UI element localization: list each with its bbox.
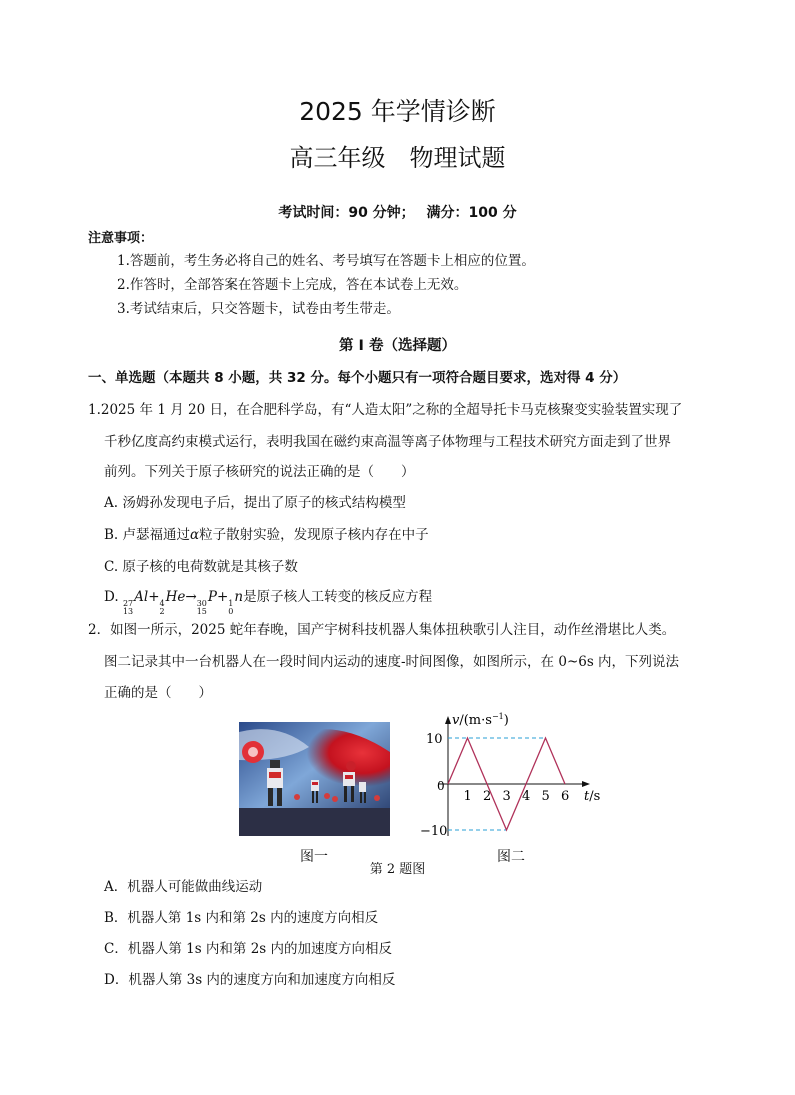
q1-option-d: [104, 585, 432, 616]
q1-option-b: [104, 523, 429, 543]
p-mass-number: 30: [196, 599, 207, 608]
q1-option-b-pre: B. 卢瑟福通过: [104, 527, 191, 543]
arrow: →: [185, 589, 197, 605]
exam-subtitle: 高三年级 物理试题: [289, 144, 506, 172]
x-tick-label: 6: [561, 789, 570, 804]
he-mass-number: 4: [159, 599, 165, 608]
q2-stem-line-2: 图二记录其中一台机器人在一段时间内运动的速度-时间图像，如图所示，在 0~6s 内，下列说法: [104, 654, 680, 670]
q1-option-d-label: D.: [104, 589, 123, 605]
x-tick-label: 5: [541, 789, 550, 804]
q1-option-b-post: 粒子散射实验，发现原子核内存在中子: [199, 527, 429, 543]
q2-stem-line-1: 2．如图一所示，2025 蛇年春晚，国产宇树科技机器人集体扭秧歌引人注目，动作丝滑堪比人类。: [88, 622, 676, 638]
al-charge-number: 13: [122, 607, 134, 616]
exam-title: 2025 年学情诊断: [299, 97, 496, 126]
x-tick-label: 1: [463, 789, 472, 804]
notes-heading: 注意事项：: [88, 231, 154, 246]
al-mass-number: 27: [122, 599, 134, 608]
n-charge-number: 0: [228, 607, 234, 616]
q2-option-a: A．机器人可能做曲线运动: [104, 879, 263, 895]
p-charge-number: 15: [196, 607, 207, 616]
nuclear-equation: [122, 589, 244, 616]
velocity-time-chart: [420, 708, 605, 844]
part-heading: 一、单选题（本题共 8 小题，共 32 分。每个小题只有一项符合题目要求，选对得 4 分）: [88, 370, 627, 386]
q2-option-d: D．机器人第 3s 内的速度方向和加速度方向相反: [104, 972, 396, 988]
y-tick-label: 10: [426, 732, 443, 747]
plus-sign: +: [148, 589, 160, 605]
he-symbol: He: [165, 589, 186, 605]
y-tick-label: −10: [420, 824, 448, 839]
q1-option-d-post: 是原子核人工转变的核反应方程: [243, 589, 433, 605]
exam-info: 考试时间：90 分钟； 满分：100 分: [278, 205, 517, 221]
p-symbol: P: [207, 589, 217, 605]
note-item-1: 1.答题前，考生务必将自己的姓名、考号填写在答题卡上相应的位置。: [117, 253, 535, 269]
n-symbol: n: [234, 589, 244, 605]
alpha-symbol: α: [190, 527, 200, 543]
n-mass-number: 1: [228, 599, 234, 608]
x-tick-label: 3: [502, 789, 511, 804]
x-tick-label: 4: [522, 789, 531, 804]
q2-stem-line-3: 正确的是（ ）: [104, 685, 212, 701]
note-item-3: 3.考试结束后，只交答题卡，试卷由考生带走。: [117, 301, 400, 317]
y-axis-arrow: [445, 716, 451, 724]
note-item-2: 2.作答时，全部答案在答题卡上完成，答在本试卷上无效。: [117, 277, 468, 293]
x-axis-arrow: [582, 781, 590, 787]
figure-1-label: 图一: [300, 849, 328, 865]
q1-option-a: A. 汤姆孙发现电子后，提出了原子的核式结构模型: [104, 495, 406, 511]
y-axis-label: $v/(m\cdot s^{-1})$: [452, 712, 509, 728]
q1-stem-line-1: 1.2025 年 1 月 20 日，在合肥科学岛，有“人造太阳”之称的全超导托卡马克核聚变实验装置实现了: [88, 402, 683, 418]
q1-stem-line-2: 千秒亿度高约束模式运行，表明我国在磁约束高温等离子体物理与工程技术研究方面走到了世界: [104, 434, 671, 450]
figure-2-label: 图二: [497, 849, 525, 865]
x-axis-label: t/s: [584, 789, 601, 804]
x-tick-label: 2: [483, 789, 492, 804]
figure-caption: 第 2 题图: [369, 862, 426, 877]
al-symbol: Al: [134, 589, 149, 605]
section-title: 第 I 卷（选择题）: [339, 338, 456, 354]
q2-option-c: C．机器人第 1s 内和第 2s 内的加速度方向相反: [104, 941, 393, 957]
origin-label: 0: [437, 779, 445, 793]
he-charge-number: 2: [159, 607, 165, 616]
q1-stem-line-3: 前列。下列关于原子核研究的说法正确的是（ ）: [104, 464, 415, 480]
q2-option-b: B．机器人第 1s 内和第 2s 内的速度方向相反: [104, 910, 379, 926]
q1-option-c: C. 原子核的电荷数就是其核子数: [104, 559, 298, 575]
robot-stage-photo: [239, 722, 390, 836]
plus-sign-2: +: [216, 589, 229, 605]
